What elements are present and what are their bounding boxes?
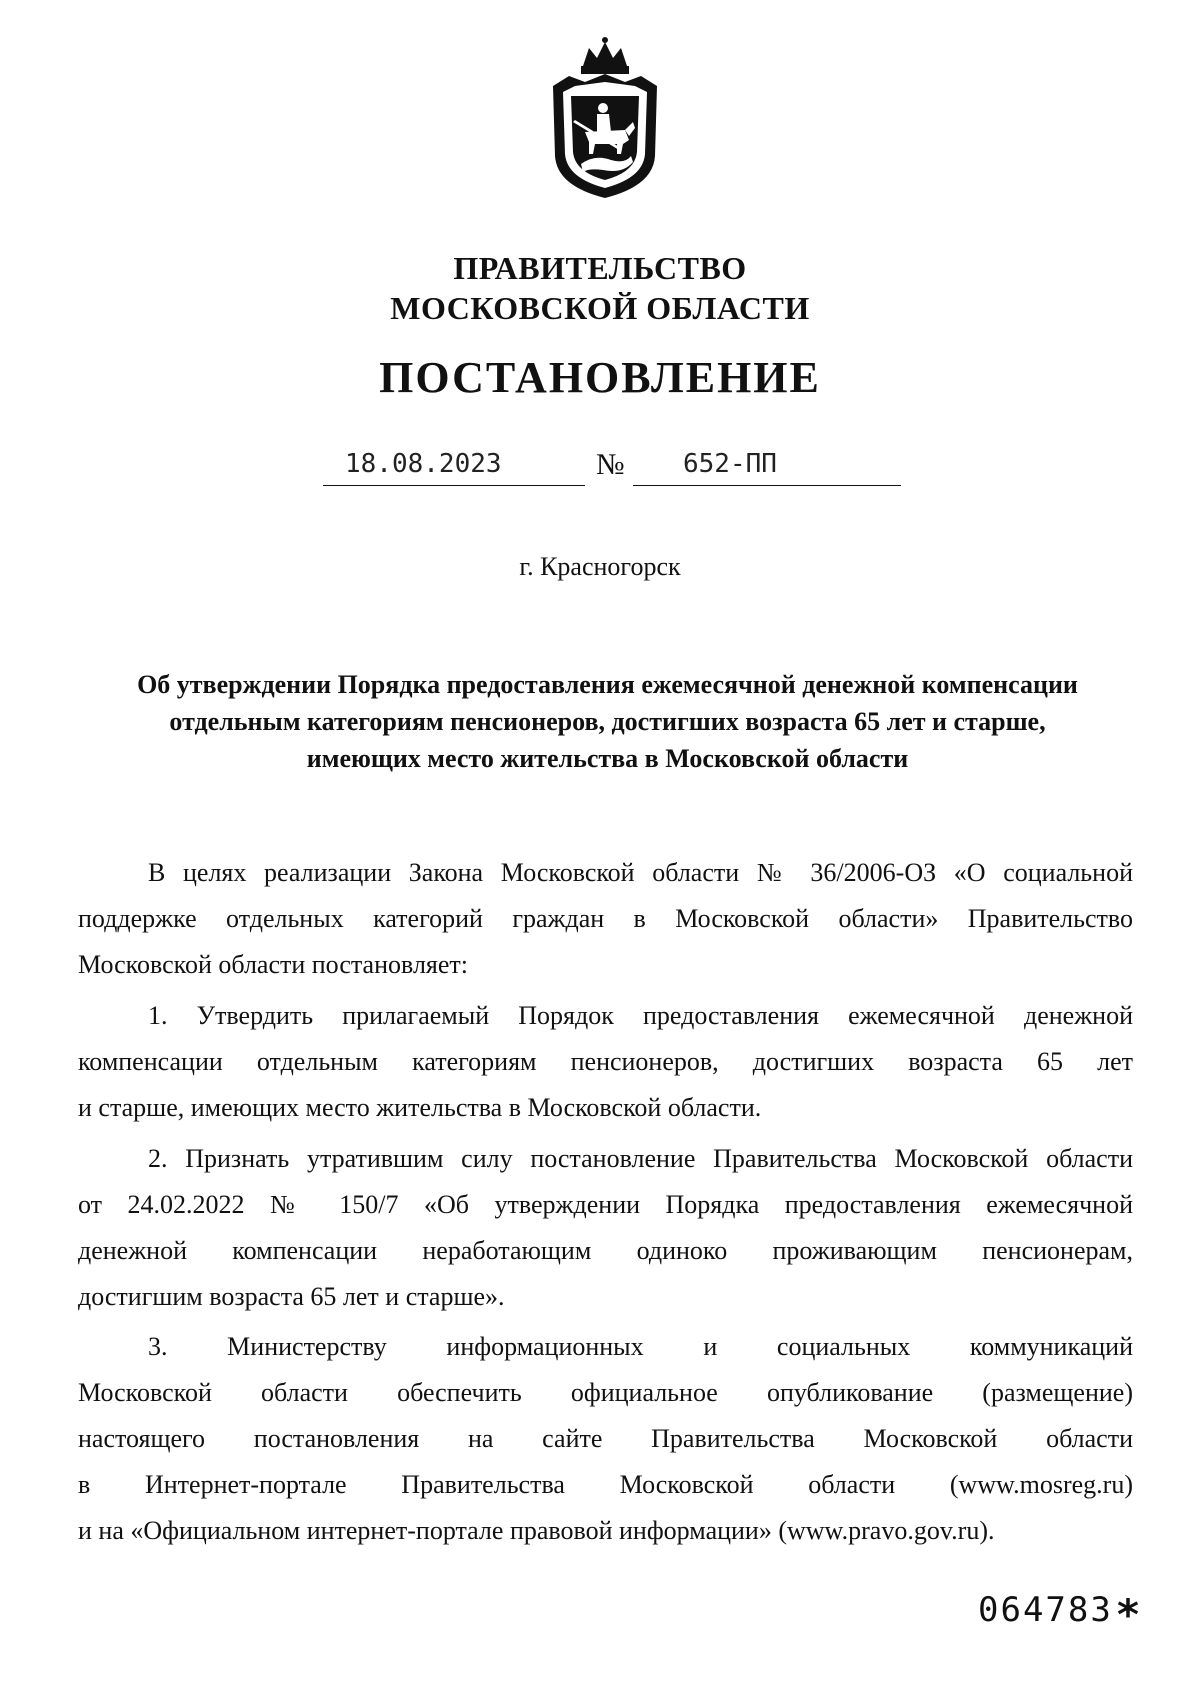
text-line: от 24.02.2022 № 150/7 «Об утверждении Порядка предоставления ежемесячной — [78, 1190, 1133, 1219]
text-line: поддержке отдельных категорий граждан в Московской области» Правительство — [78, 904, 1133, 933]
city: г. Красногорск — [519, 552, 681, 581]
text-line: денежной компенсации неработающим одиноко проживающим пенсионерам, — [78, 1236, 1133, 1265]
title-line: отдельным категориям пенсионеров, достигших возраста 65 лет и старше, — [169, 707, 1046, 736]
number-underline — [633, 485, 901, 486]
text-line: Московской области постановляет: — [78, 950, 468, 979]
text-line: компенсации отдельным категориям пенсионеров, достигших возраста 65 лет — [78, 1047, 1133, 1076]
org-name-line1: ПРАВИТЕЛЬСТВО — [453, 250, 747, 286]
number-label: № — [596, 448, 625, 481]
item-3-paragraph — [78, 1324, 1133, 1554]
org-name-line2: МОСКОВСКОЙ ОБЛАСТИ — [390, 290, 810, 326]
item-2-paragraph — [78, 1136, 1133, 1320]
text-line: и старше, имеющих место жительства в Московской области. — [78, 1093, 762, 1122]
title-line: имеющих место жительства в Московской области — [306, 744, 909, 773]
text-line: 1. Утвердить прилагаемый Порядок предоставления ежемесячной денежной — [148, 1001, 1133, 1030]
text-line: достигшим возраста 65 лет и старше». — [78, 1282, 505, 1311]
serial-number: 064783 — [978, 1590, 1113, 1630]
text-line: Московской области обеспечить официальное опубликование (размещение) — [78, 1378, 1133, 1407]
date-underline — [323, 485, 585, 486]
text-line: настоящего постановления на сайте Правительства Московской области — [78, 1424, 1133, 1453]
text-line: 3. Министерству информационных и социальных коммуникаций — [148, 1332, 1133, 1361]
preamble-paragraph — [78, 850, 1133, 988]
document-title — [90, 666, 1125, 777]
text-line: и на «Официальном интернет-портале правовой информации» (www.pravo.gov.ru). — [78, 1516, 995, 1545]
item-1-paragraph — [78, 993, 1133, 1131]
asterisk-mark: * — [1117, 1590, 1139, 1639]
text-line: В целях реализации Закона Московской области № 36/2006-ОЗ «О социальной — [148, 858, 1133, 887]
document-type: ПОСТАНОВЛЕНИЕ — [379, 353, 821, 402]
document-date: 18.08.2023 — [345, 449, 502, 479]
document-number: 652-ПП — [683, 449, 777, 479]
coat-of-arms-icon — [545, 36, 665, 201]
text-line: 2. Признать утратившим силу постановление Правительства Московской области — [148, 1144, 1133, 1173]
title-line: Об утверждении Порядка предоставления ежемесячной денежной компенсации — [137, 670, 1078, 699]
text-line: в Интернет-портале Правительства Московской области (www.mosreg.ru) — [78, 1470, 1133, 1499]
